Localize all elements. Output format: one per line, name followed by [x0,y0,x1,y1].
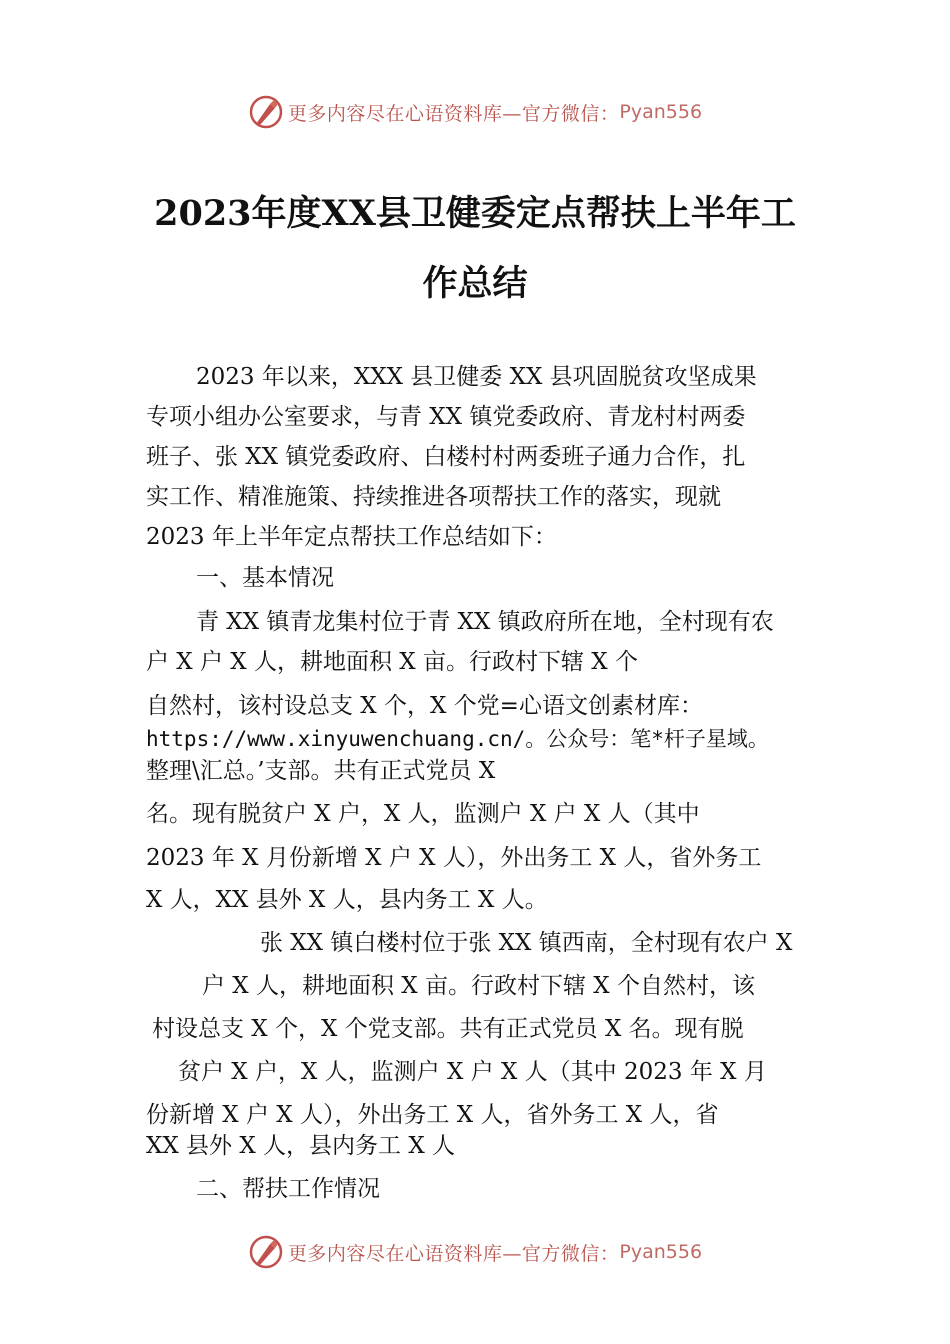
footer-banner [0,1232,950,1272]
footer-banner-text: 更多内容尽在心语资料库—官方微信： [287,1242,620,1265]
body-line: 自然村，该村设总支 X 个，X 个党=心语文创素材库： [146,693,703,719]
body-line: 张 XX 镇白楼村位于张 XX 镇西南，全村现有农户 X [260,930,793,956]
pen-nib-logo-icon [248,94,284,130]
body-line: 名。现有脱贫户 X 户，X 人，监测户 X 户 X 人（其中 [146,801,700,827]
header-wechat-id: Pyan556 [619,101,703,123]
section-heading-support-work: 二、帮扶工作情况 [196,1176,380,1202]
footer-wechat-id: Pyan556 [619,1241,703,1263]
body-line: 2023 年 X 月份新增 X 户 X 人），外出务工 X 人，省外务工 [146,845,762,871]
body-line: 班子、张 XX 镇党委政府、白楼村村两委班子通力合作，扎 [146,444,746,470]
section-heading-basic-info: 一、基本情况 [196,565,334,591]
body-line: 份新增 X 户 X 人），外出务工 X 人，省外务工 X 人，省 [146,1102,719,1128]
body-line: 专项小组办公室要求，与青 XX 镇党委政府、青龙村村两委 [146,404,746,430]
body-line: 实工作、精准施策、持续推进各项帮扶工作的落实，现就 [146,484,721,510]
body-line: 贫户 X 户，X 人，监测户 X 户 X 人（其中 2023 年 X 月 [178,1059,767,1085]
document-title-line-2: 作总结 [422,263,528,304]
body-line: 2023 年以来，XXX 县卫健委 XX 县巩固脱贫攻坚成果 [196,364,757,390]
pen-nib-logo-icon [248,1234,284,1270]
body-line: X 人，XX 县外 X 人，县内务工 X 人。 [146,887,548,913]
document-title-line-1: 2023年度XX县卫健委定点帮扶上半年工 [154,193,796,234]
body-line: 青 XX 镇青龙集村位于青 XX 镇政府所在地，全村现有农 [196,609,774,635]
body-line: XX 县外 X 人，县内务工 X 人 [146,1133,456,1159]
header-banner-text: 更多内容尽在心语资料库—官方微信： [287,102,620,125]
body-line: 户 X 人，耕地面积 X 亩。行政村下辖 X 个自然村，该 [202,973,755,999]
body-line: 2023 年上半年定点帮扶工作总结如下： [146,524,557,550]
header-banner [0,92,950,132]
body-line: 整理\汇总。’支部。共有正式党员 X [146,758,496,784]
body-line: 户 X 户 X 人，耕地面积 X 亩。行政村下辖 X 个 [146,649,638,675]
body-line-url: https://www.xinyuwenchuang.cn/。公众号：笔*杆子星域。 [146,727,769,751]
body-line: 村设总支 X 个，X 个党支部。共有正式党员 X 名。现有脱 [152,1016,744,1042]
